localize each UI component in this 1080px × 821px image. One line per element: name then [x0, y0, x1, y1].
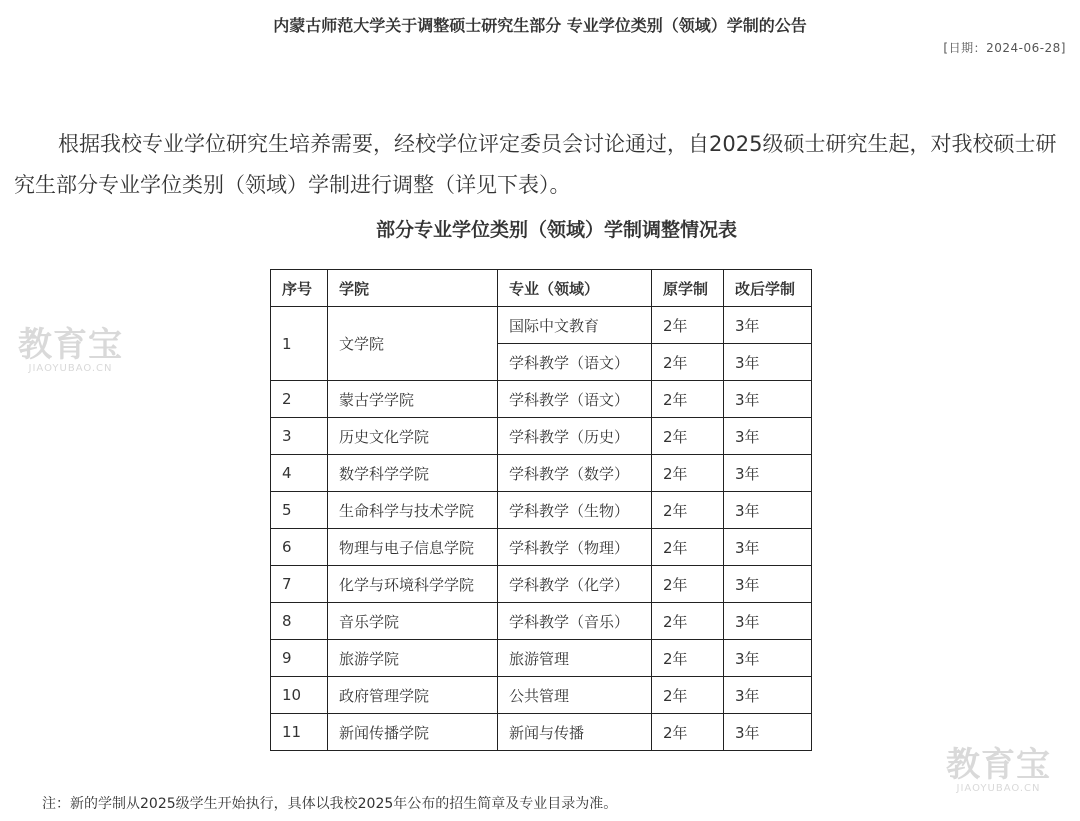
cell-original-duration: 2年	[652, 307, 724, 344]
cell-new-duration: 3年	[724, 455, 812, 492]
table-row	[271, 492, 812, 529]
table-body	[271, 307, 812, 751]
watermark-text: 教育宝	[18, 325, 123, 365]
cell-major: 学科教学（生物）	[498, 492, 652, 529]
cell-no: 8	[271, 603, 328, 640]
cell-college: 蒙古学学院	[328, 381, 498, 418]
cell-original-duration: 2年	[652, 455, 724, 492]
cell-original-duration: 2年	[652, 714, 724, 751]
cell-major: 学科教学（数学）	[498, 455, 652, 492]
table-row	[271, 529, 812, 566]
cell-no: 3	[271, 418, 328, 455]
table-header-row	[271, 270, 812, 307]
cell-original-duration: 2年	[652, 677, 724, 714]
watermark-subtext: JIAOYUBAO.CN	[956, 783, 1041, 794]
cell-major: 公共管理	[498, 677, 652, 714]
cell-major: 国际中文教育	[498, 307, 652, 344]
cell-new-duration: 3年	[724, 529, 812, 566]
cell-college: 音乐学院	[328, 603, 498, 640]
cell-original-duration: 2年	[652, 529, 724, 566]
cell-college: 文学院	[328, 307, 498, 381]
cell-new-duration: 3年	[724, 418, 812, 455]
cell-new-duration: 3年	[724, 307, 812, 344]
table-row	[271, 455, 812, 492]
cell-new-duration: 3年	[724, 640, 812, 677]
footnote: 注：新的学制从2025级学生开始执行，具体以我校2025年公布的招生简章及专业目录为准。	[42, 796, 618, 812]
cell-new-duration: 3年	[724, 566, 812, 603]
table-row	[271, 714, 812, 751]
cell-new-duration: 3年	[724, 344, 812, 381]
cell-major: 旅游管理	[498, 640, 652, 677]
header-cell-college: 学院	[328, 270, 498, 307]
watermark-logo	[18, 325, 123, 374]
cell-major: 新闻与传播	[498, 714, 652, 751]
table-row	[271, 640, 812, 677]
cell-new-duration: 3年	[724, 677, 812, 714]
table-row	[271, 418, 812, 455]
cell-original-duration: 2年	[652, 566, 724, 603]
cell-major: 学科教学（音乐）	[498, 603, 652, 640]
cell-college: 新闻传播学院	[328, 714, 498, 751]
cell-major: 学科教学（语文）	[498, 381, 652, 418]
cell-college: 物理与电子信息学院	[328, 529, 498, 566]
table-row	[271, 603, 812, 640]
header-cell-new-duration: 改后学制	[724, 270, 812, 307]
table-row	[271, 566, 812, 603]
cell-no: 7	[271, 566, 328, 603]
publish-date: [日期：2024-06-28]	[943, 41, 1066, 55]
cell-no: 9	[271, 640, 328, 677]
cell-new-duration: 3年	[724, 492, 812, 529]
table-row	[271, 307, 812, 344]
table-row	[271, 381, 812, 418]
cell-no: 10	[271, 677, 328, 714]
cell-college: 旅游学院	[328, 640, 498, 677]
cell-college: 数学科学学院	[328, 455, 498, 492]
cell-original-duration: 2年	[652, 381, 724, 418]
cell-no: 5	[271, 492, 328, 529]
cell-no: 6	[271, 529, 328, 566]
watermark-logo	[946, 745, 1051, 794]
cell-major: 学科教学（化学）	[498, 566, 652, 603]
cell-no: 11	[271, 714, 328, 751]
cell-major: 学科教学（历史）	[498, 418, 652, 455]
cell-new-duration: 3年	[724, 714, 812, 751]
header-cell-original-duration: 原学制	[652, 270, 724, 307]
header-cell-major: 专业（领域）	[498, 270, 652, 307]
page-title: 内蒙古师范大学关于调整硕士研究生部分 专业学位类别（领域）学制的公告	[273, 16, 807, 35]
cell-no: 1	[271, 307, 328, 381]
cell-major: 学科教学（物理）	[498, 529, 652, 566]
cell-no: 4	[271, 455, 328, 492]
cell-new-duration: 3年	[724, 603, 812, 640]
cell-new-duration: 3年	[724, 381, 812, 418]
cell-original-duration: 2年	[652, 640, 724, 677]
program-duration-table	[270, 269, 812, 751]
watermark-subtext: JIAOYUBAO.CN	[28, 363, 113, 374]
cell-original-duration: 2年	[652, 344, 724, 381]
header-cell-no: 序号	[271, 270, 328, 307]
cell-college: 化学与环境科学学院	[328, 566, 498, 603]
cell-original-duration: 2年	[652, 418, 724, 455]
cell-major: 学科教学（语文）	[498, 344, 652, 381]
announcement-paragraph: 根据我校专业学位研究生培养需要，经校学位评定委员会讨论通过，自2025级硕士研究生起，对我校硕士研究生部分专业学位类别（领域）学制进行调整（详见下表）。	[14, 132, 1057, 197]
cell-original-duration: 2年	[652, 492, 724, 529]
cell-original-duration: 2年	[652, 603, 724, 640]
cell-no: 2	[271, 381, 328, 418]
cell-college: 政府管理学院	[328, 677, 498, 714]
watermark-text: 教育宝	[946, 745, 1051, 785]
cell-college: 生命科学与技术学院	[328, 492, 498, 529]
table-title: 部分专业学位类别（领域）学制调整情况表	[375, 219, 737, 241]
cell-college: 历史文化学院	[328, 418, 498, 455]
table-row	[271, 677, 812, 714]
